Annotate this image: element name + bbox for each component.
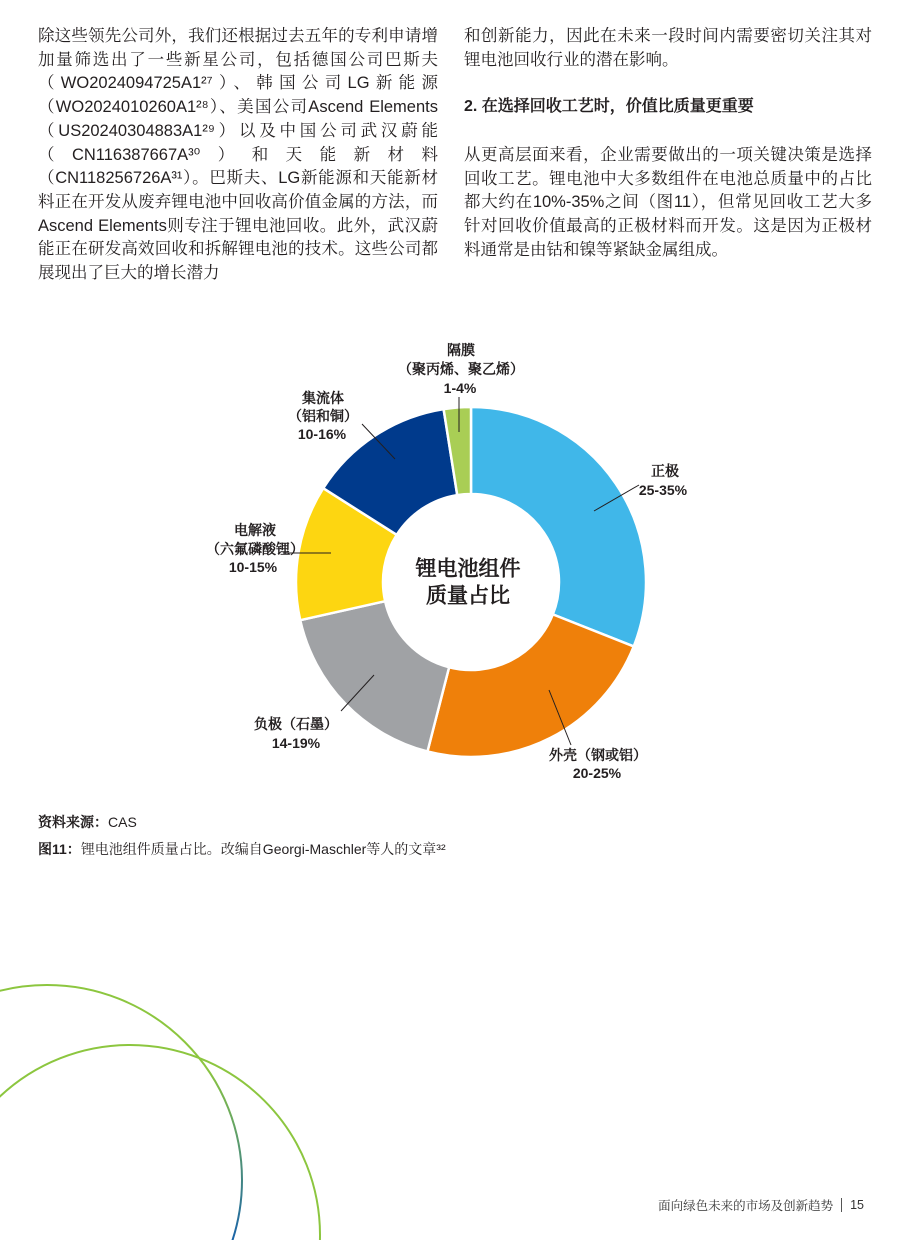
footer-divider bbox=[841, 1198, 842, 1212]
slice-cathode bbox=[471, 407, 646, 646]
section-heading: 2. 在选择回收工艺时，价值比质量更重要 bbox=[464, 98, 754, 115]
label-electrolyte-range: 10-15% bbox=[228, 559, 278, 575]
label-electrolyte-name: 电解液 bbox=[234, 522, 276, 538]
chart-center-title-line-1: 锂电池组件 bbox=[415, 557, 521, 581]
label-cathode-range: 25-35% bbox=[638, 482, 688, 498]
right-column-body-paragraph: 从更高层面来看，企业需要做出的一项关键决策是选择回收工艺。锂电池中大多数组件在电池总质量中的占比都大约在10%-35%之间（图11），但常见回收工艺大多针对回收价值最高的正极材料而开发。这是因为正极材料通常是由钴和镍等紧缺金属组成。 bbox=[464, 146, 872, 259]
decorative-circle-upper bbox=[0, 985, 242, 1240]
decorative-circle-lower bbox=[0, 1045, 320, 1240]
label-cathode-name: 正极 bbox=[651, 463, 679, 479]
label-casing-range: 20-25% bbox=[572, 765, 622, 781]
label-separator-name: 隔膜 bbox=[447, 342, 475, 358]
label-electrolyte-detail: （六氟磷酸锂） bbox=[206, 541, 304, 557]
label-current-collector-detail: （铝和铜） bbox=[288, 408, 358, 424]
figure-source-label: 资料来源： bbox=[38, 814, 108, 830]
donut-slices bbox=[296, 407, 646, 757]
figure-caption-text: 锂电池组件质量占比。改编自Georgi-Maschler等人的文章³² bbox=[80, 841, 446, 857]
figure-source bbox=[38, 812, 137, 832]
label-casing-name: 外壳（钢或铝） bbox=[549, 747, 647, 763]
figure-caption bbox=[38, 839, 446, 859]
donut-chart bbox=[170, 320, 730, 800]
label-anode-name: 负极（石墨） bbox=[254, 716, 338, 732]
footer-title: 面向绿色未来的市场及创新趋势 bbox=[658, 1199, 834, 1213]
label-separator-range: 1-4% bbox=[443, 380, 477, 396]
label-current-collector-name: 集流体 bbox=[302, 390, 344, 406]
right-column-intro-paragraph: 和创新能力，因此在未来一段时间内需要密切关注其对锂电池回收行业的潜在影响。 bbox=[464, 27, 872, 69]
left-column-paragraph: 除这些领先公司外，我们还根据过去五年的专利申请增加量筛选出了一些新星公司，包括德国公司巴斯夫（WO2024094725A1²⁷）、韩国公司LG新能源（WO2024010260A1²⁸）、美国公司Ascend Elements（US20240304883A1²⁹）以及中国公司武汉蔚能（CN116387667A³⁰）和天能新材料（CN118256726A³¹）。巴斯夫、LG新能源和天能新材料正在开发从废弃锂电池中回收高价值金属的方法，而Ascend Elements则专注于锂电池回收。此外，武汉蔚能正在研发高效回收和拆解锂电池的技术。这些公司都展现出了巨大的增长潜力 bbox=[38, 27, 438, 283]
figure-source-value: CAS bbox=[108, 814, 137, 830]
page-footer bbox=[658, 1196, 864, 1214]
page-number: 15 bbox=[850, 1198, 864, 1212]
label-anode-range: 14-19% bbox=[271, 735, 321, 751]
chart-center-title-line-2: 质量占比 bbox=[426, 584, 510, 608]
decorative-circles bbox=[0, 940, 340, 1240]
slice-casing bbox=[427, 614, 633, 757]
figure-caption-label: 图11： bbox=[38, 841, 81, 857]
label-current-collector-range: 10-16% bbox=[297, 426, 347, 442]
label-separator-detail: （聚丙烯、聚乙烯） bbox=[398, 361, 524, 377]
